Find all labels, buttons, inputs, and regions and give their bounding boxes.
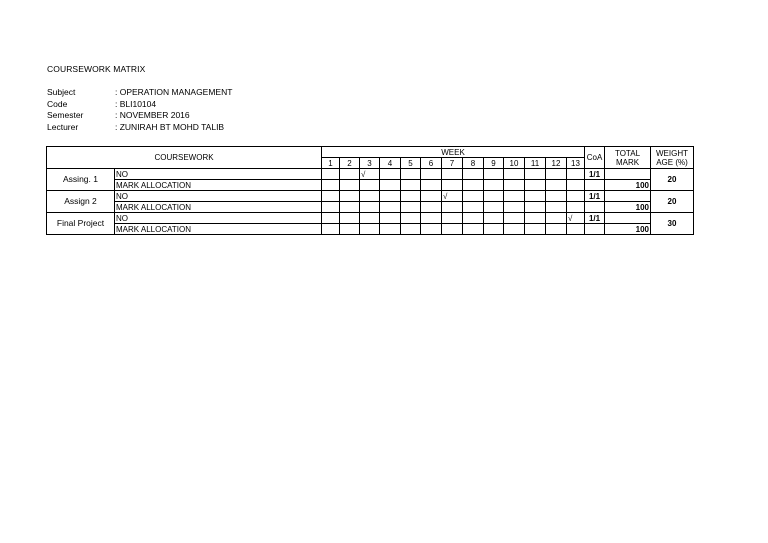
empty-cell [322, 202, 340, 213]
empty-cell [401, 180, 421, 191]
coursework-row-mark [47, 180, 694, 191]
coursework-row-mark [47, 202, 694, 213]
info-label: Subject [47, 87, 76, 97]
course-info [47, 87, 232, 134]
week-cell [484, 213, 504, 224]
row-label-mark-allocation: MARK ALLOCATION [115, 202, 322, 213]
total-empty-cell [605, 169, 651, 180]
week-cell [380, 169, 401, 180]
check-mark-cell: √ [567, 213, 585, 224]
empty-cell [504, 202, 525, 213]
info-row-lecturer [47, 122, 232, 134]
week-number: 6 [421, 158, 442, 169]
week-cell [525, 191, 546, 202]
info-row-code [47, 99, 232, 111]
header-row-1 [47, 147, 694, 158]
weightage-value: 20 [651, 169, 694, 191]
empty-cell [360, 224, 380, 235]
week-cell [567, 169, 585, 180]
coursework-row-no [47, 213, 694, 224]
week-cell [322, 169, 340, 180]
coursework-name: Final Project [47, 213, 115, 235]
week-cell [380, 213, 401, 224]
weightage-value: 20 [651, 191, 694, 213]
empty-cell [322, 180, 340, 191]
week-number: 11 [525, 158, 546, 169]
info-label: Semester [47, 110, 84, 121]
empty-cell [360, 180, 380, 191]
empty-cell [567, 202, 585, 213]
week-cell [567, 191, 585, 202]
empty-cell [585, 180, 605, 191]
empty-cell [421, 202, 442, 213]
info-label: Code [47, 98, 68, 109]
week-number: 8 [463, 158, 484, 169]
empty-cell [442, 202, 463, 213]
coa-value: 1/1 [585, 213, 605, 224]
week-cell [322, 213, 340, 224]
coursework-name: Assign 2 [47, 191, 115, 213]
week-number: 3 [360, 158, 380, 169]
header-week: WEEK [322, 147, 585, 158]
empty-cell [463, 202, 484, 213]
week-cell [504, 169, 525, 180]
week-cell [421, 191, 442, 202]
week-cell [484, 169, 504, 180]
empty-cell [567, 180, 585, 191]
weightage-value: 30 [651, 213, 694, 235]
empty-cell [401, 202, 421, 213]
header-coa: CoA [585, 147, 605, 169]
week-cell [484, 191, 504, 202]
week-number: 10 [504, 158, 525, 169]
week-cell [442, 169, 463, 180]
week-number: 13 [567, 158, 585, 169]
week-cell [463, 213, 484, 224]
empty-cell [484, 202, 504, 213]
week-number: 2 [340, 158, 360, 169]
empty-cell [546, 202, 567, 213]
week-cell [401, 169, 421, 180]
empty-cell [484, 224, 504, 235]
empty-cell [546, 224, 567, 235]
info-value: : OPERATION MANAGEMENT [115, 87, 233, 97]
week-number: 9 [484, 158, 504, 169]
week-cell [525, 169, 546, 180]
total-mark-value: 100 [605, 224, 651, 235]
row-label-no: NO [115, 213, 322, 224]
empty-cell [340, 180, 360, 191]
total-mark-value: 100 [605, 202, 651, 213]
total-empty-cell [605, 191, 651, 202]
empty-cell [525, 224, 546, 235]
coursework-row-no [47, 191, 694, 202]
empty-cell [442, 224, 463, 235]
week-cell [380, 191, 401, 202]
week-number: 4 [380, 158, 401, 169]
week-cell [322, 191, 340, 202]
empty-cell [463, 224, 484, 235]
header-weight-line2: AGE (%) [656, 157, 688, 167]
header-total-mark [605, 147, 651, 169]
week-cell [340, 213, 360, 224]
week-number: 1 [322, 158, 340, 169]
coa-value: 1/1 [585, 169, 605, 180]
week-cell [360, 191, 380, 202]
coursework-row-no [47, 169, 694, 180]
week-number: 5 [401, 158, 421, 169]
coursework-rows [47, 169, 694, 235]
week-cell [442, 213, 463, 224]
empty-cell [484, 180, 504, 191]
week-number: 12 [546, 158, 567, 169]
row-label-no: NO [115, 169, 322, 180]
week-cell [546, 169, 567, 180]
empty-cell [380, 202, 401, 213]
row-label-no: NO [115, 191, 322, 202]
empty-cell [322, 224, 340, 235]
coursework-matrix-table [46, 146, 694, 235]
empty-cell [380, 180, 401, 191]
empty-cell [340, 224, 360, 235]
empty-cell [567, 224, 585, 235]
empty-cell [463, 180, 484, 191]
info-row-semester [47, 110, 232, 122]
week-cell [421, 213, 442, 224]
info-value: : ZUNIRAH BT MOHD TALIB [115, 122, 225, 133]
week-cell [463, 191, 484, 202]
empty-cell [546, 180, 567, 191]
empty-cell [421, 180, 442, 191]
empty-cell [504, 224, 525, 235]
check-mark-cell: √ [442, 191, 463, 202]
header-total-line1: TOTAL [614, 148, 641, 158]
coursework-name: Assing. 1 [47, 169, 115, 191]
week-cell [340, 191, 360, 202]
header-total-line2: MARK [615, 157, 640, 167]
empty-cell [340, 202, 360, 213]
week-cell [360, 213, 380, 224]
week-number: 7 [442, 158, 463, 169]
empty-cell [360, 202, 380, 213]
week-cell [504, 213, 525, 224]
header-coursework: COURSEWORK [47, 147, 322, 169]
week-cell [463, 169, 484, 180]
empty-cell [380, 224, 401, 235]
total-mark-value: 100 [605, 180, 651, 191]
total-empty-cell [605, 213, 651, 224]
empty-cell [401, 224, 421, 235]
empty-cell [421, 224, 442, 235]
info-row-subject [47, 87, 232, 99]
week-cell [401, 191, 421, 202]
info-value: : NOVEMBER 2016 [115, 110, 190, 121]
week-cell [504, 191, 525, 202]
empty-cell [585, 202, 605, 213]
empty-cell [504, 180, 525, 191]
header-weightage [651, 147, 694, 169]
info-label: Lecturer [47, 122, 79, 133]
empty-cell [525, 202, 546, 213]
header-weight-line1: WEIGHT [656, 148, 688, 158]
coursework-row-mark [47, 224, 694, 235]
empty-cell [525, 180, 546, 191]
row-label-mark-allocation: MARK ALLOCATION [115, 180, 322, 191]
row-label-mark-allocation: MARK ALLOCATION [115, 224, 322, 235]
week-cell [401, 213, 421, 224]
week-cell [546, 213, 567, 224]
document-title: COURSEWORK MATRIX [47, 64, 146, 74]
empty-cell [442, 180, 463, 191]
week-cell [421, 169, 442, 180]
coa-value: 1/1 [585, 191, 605, 202]
week-cell [340, 169, 360, 180]
info-value: : BLI10104 [115, 98, 157, 109]
week-cell [525, 213, 546, 224]
check-mark-cell: √ [360, 169, 380, 180]
empty-cell [585, 224, 605, 235]
week-cell [546, 191, 567, 202]
